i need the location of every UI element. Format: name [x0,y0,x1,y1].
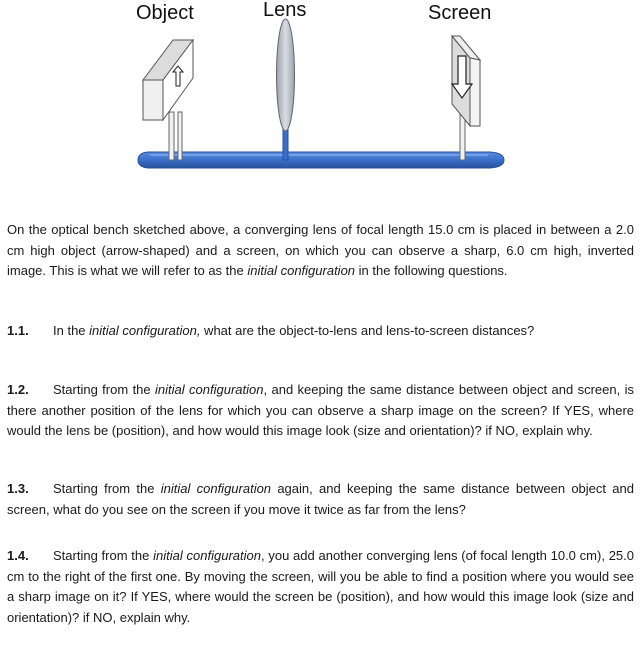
question-text-pre: Starting from the [53,548,154,563]
optical-bench-figure [0,0,640,200]
question-text-post: what are the object-to-lens and lens-to-screen distances? [200,323,535,338]
screen-label: Screen [428,2,492,24]
question-emphasis: initial configuration [153,548,261,563]
optical-bench-rail [138,152,504,168]
object-holder [143,40,193,160]
lens-label: Lens [263,0,307,21]
question-emphasis: initial configuration [160,481,272,496]
intro-paragraph [7,220,634,282]
optical-bench-drawing [0,0,640,200]
question-1-2 [7,380,634,442]
question-text-pre: Starting from the [53,382,156,397]
question-text-post: again, and keeping the same distance between object and screen, what do you see on the screen if you move it twice as far from the lens? [7,481,634,517]
intro-text-part2: in the following questions. [355,263,508,278]
lens [277,19,295,160]
question-emphasis: initial configuration, [89,323,201,338]
intro-text-part1: On the optical bench sketched above, a converging lens of focal length 15.0 cm is placed in between a 2.0 cm high object (arrow-shaped) and a screen, on which you can observe a sharp, 6.0 cm high, inverted image. This is what we will refer to as the [7,222,634,278]
question-number: 1.2. [7,382,29,397]
question-number: 1.4. [7,548,29,563]
object-label: Object [136,2,194,24]
question-1-3 [7,479,634,520]
question-1-4 [7,546,634,628]
question-1-1 [7,321,634,342]
question-number: 1.1. [7,323,29,338]
question-text-pre: In the [53,323,90,338]
question-emphasis: initial configuration [155,382,264,397]
question-text-post: , you add another converging lens (of focal length 10.0 cm), 25.0 cm to the right of the first one. By moving the screen, will you be able to find a position where you would see a sharp image on it? If YES, where would the screen be (position), and how would this image look (size and orientation)? if NO, explain why. [7,548,634,625]
screen-holder [452,36,480,160]
question-text-post: , and keeping the same distance between object and screen, is there another position of the lens for which you can observe a sharp image on the screen? If YES, where would the lens be (position), and how would this image look (size and orientation)? if NO, explain why. [7,382,634,438]
intro-emphasis: initial configuration [247,263,356,278]
question-text-pre: Starting from the [53,481,161,496]
question-number: 1.3. [7,481,29,496]
